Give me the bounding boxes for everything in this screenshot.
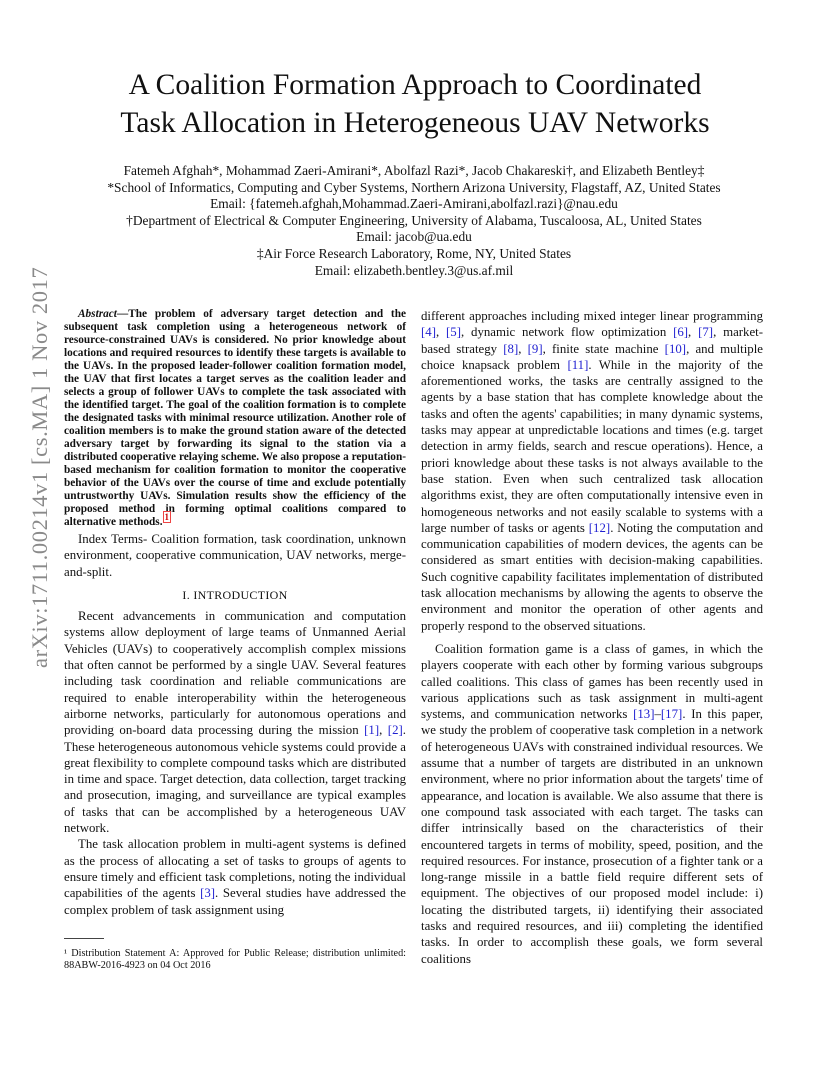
section-heading: I. INTRODUCTION: [182, 587, 288, 602]
email-nau: Email: {fatemeh.afghah,Mohammad.Zaeri-Amirani,abolfazl.razi}@nau.edu: [210, 196, 618, 212]
citation-link[interactable]: [11]: [567, 357, 589, 372]
footnote: [64, 948, 406, 972]
citation-link[interactable]: [9]: [527, 341, 543, 356]
footnote-link[interactable]: 1: [164, 512, 170, 523]
citation-link[interactable]: [13]: [633, 707, 655, 722]
arxiv-stamp: arXiv:1711.00214v1 [cs.MA] 1 Nov 2017: [27, 266, 52, 668]
citation-link[interactable]: [6]: [673, 325, 689, 340]
affiliation-ua: †Department of Electrical & Computer Engineering, University of Alabama, Tuscaloosa, AL, United States: [126, 212, 702, 228]
citation-link[interactable]: [3]: [200, 886, 216, 901]
citation-link[interactable]: [8]: [503, 341, 519, 356]
citation-link[interactable]: [17]: [660, 707, 683, 722]
right-column: [421, 308, 763, 967]
abstract: [64, 308, 406, 529]
intro-paragraph-1: Recent advancements in communication and computation systems allow deployment of large teams of Unmanned Aerial Vehicles (UAVs) to cooperatively accomplish complex missions that often cannot be performed by a single UAV. Several features including task coordination and reliable communications are required to enable interoperability within the heterogeneous airborne networks, particularly for autonomous operations and providing on-board data processing during the mission [1], [2]. These heterogeneous autonomous vehicle systems could provide a great flexibility to complete compound tasks which are distributed in time and space. Target detection, data collection, target tracking and prosecution, imaging, and surveillance are typical examples of tasks that can be accomplished by a heterogeneous UAV network.: [64, 609, 406, 836]
title-line-2: Task Allocation in Heterogeneous UAV Networks: [120, 107, 710, 139]
affiliation-afrl: ‡Air Force Research Laboratory, Rome, NY, United States: [256, 245, 572, 261]
affiliation-nau: *School of Informatics, Computing and Cyber Systems, Northern Arizona University, Flagstaff, AZ, United States: [107, 179, 721, 195]
email-afrl: Email: elizabeth.bentley.3@us.af.mil: [314, 262, 514, 278]
citation-link[interactable]: [1]: [364, 723, 380, 738]
left-column: [64, 308, 406, 918]
title-line-1: A Coalition Formation Approach to Coordinated: [128, 69, 702, 101]
abstract-label: Abstract: [78, 308, 117, 320]
index-terms: Index Terms- Coalition formation, task coordination, unknown environment, cooperative communication, UAV networks, merge-and-split.: [64, 532, 406, 579]
intro-paragraph-3: different approaches including mixed integer linear programming [4], [5], dynamic network flow optimization [6], [7], market-based strategy [8], [9], finite state machine [10], and multiple choice knapsack problem [11]. While in the majority of the aforementioned works, the tasks are centrally assigned to the agents by a base station that has complete knowledge about the tasks and often the agents' capabilities; in many dynamic systems, tasks may appear at unpredictable locations and times (e.g. target detection in army fields, search and rescue operations). Hence, a priori knowledge about these tasks is not always available to the base station. Even when such centralized task allocation algorithms exist, they are often computationally intensive even in homogeneous networks and not easily scalable to systems with a large number of tasks or agents [12]. Noting the computation and communication capabilities of modern devices, the agents can be considered as smart entities with decision-making capabilities. Such cognitive capability facilitates implementation of distributed task allocation mechanisms by allowing the agents to observe the environment and monitor the operation of other agents and properly respond to the observed situations.: [421, 309, 764, 633]
paper-title: [60, 66, 770, 142]
footnote-text: ¹ Distribution Statement A: Approved for Public Release; distribution unlimited: 88ABW-2016-4923 on 04 Oct 2016: [64, 948, 406, 971]
footnote-rule: [64, 938, 104, 939]
citation-link[interactable]: [12]: [588, 520, 611, 535]
email-ua: Email: jacob@ua.edu: [356, 229, 472, 245]
citation-link[interactable]: [2]: [387, 723, 403, 738]
author-names: Fatemeh Afghah*, Mohammad Zaeri-Amirani*, Abolfazl Razi*, Jacob Chakareski†, and Elizabeth Bentley‡: [123, 163, 705, 178]
author-block: [40, 163, 788, 279]
intro-paragraph-2: The task allocation problem in multi-agent systems is defined as the process of allocating a set of tasks to groups of agents to ensure timely and efficient task completions, noting the individual capabilities of the agents [3]. Several studies have addressed the complex problem of task assignment using: [64, 837, 406, 917]
intro-paragraph-4: Coalition formation game is a class of games, in which the players cooperate with each other by forming various subgroups called coalitions. This class of games has been recently used in various applications such as task assignment in multi-agent systems, and communication networks [13]–[17]. In this paper, we study the problem of cooperative task completion in a network of heterogeneous UAVs with constrained individual resources. We assume that a number of targets are distributed in an unknown environment, where no prior information about the targets' time of appearance, and location is available. We also assume that there is one compound task associated with each target. The tasks can differ intrinsically based on the characteristics of their encountered targets in terms of mobility, speed, position, and the required resources. For instance, prosecution of a fighter tank or a long-range missile in a battle field require different sets of equipment. The objectives of our proposed model include: i) locating the distributed targets, ii) identifying their associated tasks and required resources, and iii) completing the identified tasks. In order to accomplish these goals, we form several coalitions: [421, 641, 763, 966]
citation-link[interactable]: [5]: [446, 325, 461, 340]
citation-link[interactable]: [7]: [698, 325, 714, 340]
abstract-text: —The problem of adversary target detection and the subsequent task completion using a heterogeneous network of resource-constrained UAVs is considered. No prior knowledge about locations and required resources to identify these targets is available to the UAVs. In the proposed leader-follower coalition formation model, the UAV that first locates a target serves as the coalition leader and selects a group of follower UAVs to complete the task associated with the identified target. The goal of the coalition formation is to complete the designated tasks with minimal resource utilization. Another role of coalition members is to make the ground station aware of the detected adversary target by forwarding its signal to the station via a distributed cooperative relaying scheme. We also propose a reputation-based mechanism for coalition formation to monitor the cooperative behavior of the UAVs over the course of time and exclude potentially untrustworthy UAVs. Simulation results show the efficiency of the proposed method in forming optimal coalitions compared to alternative methods.: [64, 308, 406, 528]
citation-link[interactable]: [4]: [421, 325, 436, 340]
citation-link[interactable]: [10]: [664, 341, 687, 356]
